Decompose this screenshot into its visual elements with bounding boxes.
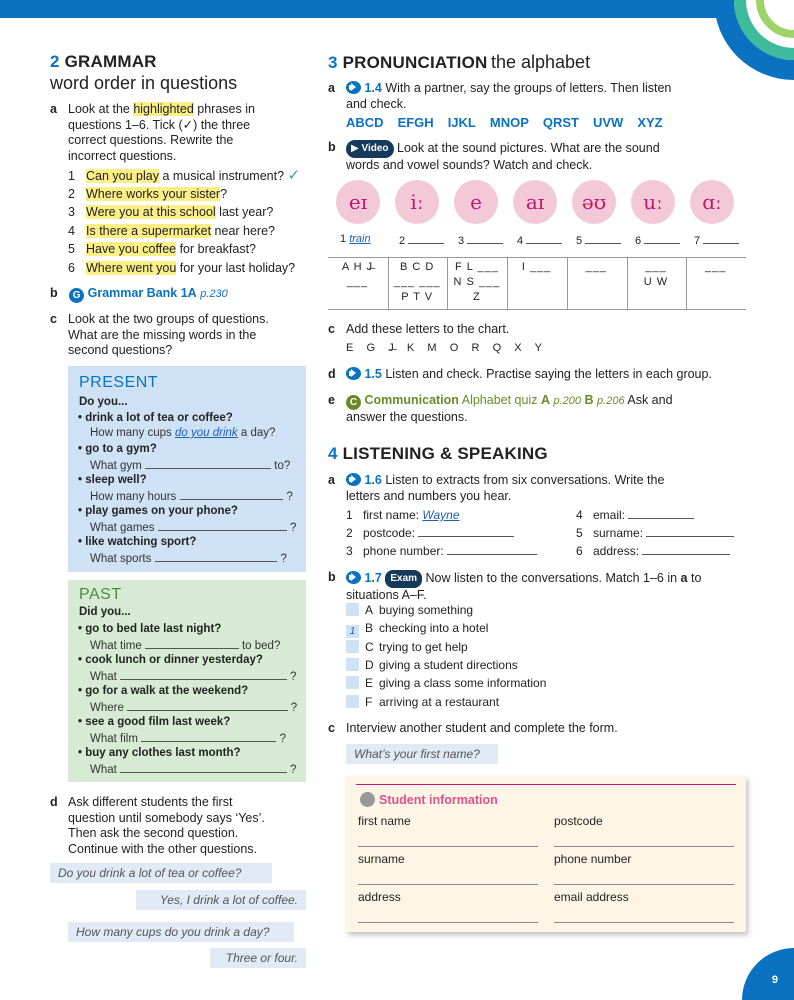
- question-item: 6 Where went you for your last holiday?: [68, 261, 296, 275]
- situation-item: E giving a class some information: [346, 676, 546, 690]
- sound-picture: ɑː: [690, 180, 734, 224]
- sound-word: 4: [517, 233, 562, 247]
- grammar-b: b G Grammar Bank 1A p.230: [50, 286, 228, 301]
- sound-word: 1 train: [340, 233, 371, 245]
- pronunciation-a: a 1.4 With a partner, say the groups of letters. Then listen and check.: [328, 81, 672, 111]
- chart-cell: N S ___: [453, 276, 501, 288]
- grammar-bank-icon: G: [69, 288, 84, 303]
- speech-bubble: What’s your first name?: [346, 744, 498, 764]
- pronunciation-c: c Add these letters to the chart. E G J̶ K M O R Q X Y: [328, 322, 543, 354]
- chart-cell: Z: [473, 291, 481, 303]
- audio-icon[interactable]: [346, 81, 361, 94]
- present-question: • go to a gym?: [78, 443, 157, 455]
- question-item: 1 Can you play a musical instrument? ✓: [68, 167, 301, 184]
- grammar-c: c Look at the two groups of questions. What are the missing words in the second questions?: [50, 312, 269, 357]
- speech-bubble: How many cups do you drink a day?: [68, 922, 294, 942]
- pronunciation-b: b ▶ Video Look at the sound pictures. What are the sound words and vowel sounds? Watch and check.: [328, 140, 660, 172]
- form-field-label: postcode: [554, 814, 603, 828]
- communication-icon: C: [346, 395, 361, 410]
- listening-b: b 1.7 Exam Now listen to the conversations. Match 1–6 in a to situations A–F.: [328, 570, 702, 602]
- section-number: 2: [50, 52, 60, 71]
- grammar-heading: [50, 52, 310, 94]
- past-question: • go to bed late last night?: [78, 623, 222, 635]
- listening-c: c Interview another student and complete the form.: [328, 721, 618, 735]
- form-field-label: email address: [554, 890, 629, 904]
- chart-cell: B C D: [400, 261, 435, 273]
- answer-box[interactable]: [346, 676, 359, 689]
- pronunciation-d: d 1.5 Listen and check. Practise saying the letters in each group.: [328, 367, 712, 381]
- chart-cell: ___: [705, 261, 727, 273]
- form-field-label: surname: [358, 852, 405, 866]
- past-question: • see a good film last week?: [78, 716, 231, 728]
- exam-badge: Exam: [385, 570, 422, 588]
- user-icon: [360, 792, 375, 807]
- chart-cell: ___: [585, 261, 607, 273]
- form-field-input[interactable]: [358, 846, 538, 847]
- chart-cell: ___: [645, 261, 667, 273]
- section-title: GRAMMAR: [64, 52, 157, 71]
- situation-item: F arriving at a restaurant: [346, 695, 499, 709]
- present-question: • drink a lot of tea or coffee?: [78, 412, 233, 424]
- sound-word: 6: [635, 233, 680, 247]
- pronunciation-heading: 3 PRONUNCIATION the alphabet: [328, 52, 591, 72]
- sound-picture: aɪ: [513, 180, 557, 224]
- chart-cell: ___ ___: [393, 276, 441, 288]
- form-title: Student information: [360, 792, 498, 807]
- past-question: • cook lunch or dinner yesterday?: [78, 654, 263, 666]
- letter-group: IJKL: [447, 115, 476, 130]
- letter-group: XYZ: [637, 115, 663, 130]
- grammar-bank-link[interactable]: Grammar Bank 1A: [87, 286, 197, 300]
- letter-groups: [346, 115, 746, 130]
- sound-picture: iː: [395, 180, 439, 224]
- dictation-field: 3 phone number:: [346, 544, 537, 558]
- present-answer: How many hours ?: [90, 491, 293, 503]
- present-box: PRESENT Do you... • drink a lot of tea or coffee? How many cups do you drink a day? • go to a gym? What gym to? • sleep well? How many hours ? • play games on your phone? What games ? • like watching sport? What sports ?: [68, 366, 306, 572]
- audio-icon[interactable]: [346, 367, 361, 380]
- question-item: 3 Were you at this school last year?: [68, 205, 274, 220]
- audio-icon[interactable]: [346, 571, 361, 584]
- form-field-input[interactable]: [554, 884, 734, 885]
- past-box: PAST Did you... • go to bed late last night? What time to bed? • cook lunch or dinner yesterday? What ? • go for a walk at the weekend? Where ? • see a good film last week? What film ? • buy any clothes last month? What ?: [68, 580, 306, 782]
- chart-bottom-rule: [328, 309, 746, 310]
- past-question: • go for a walk at the weekend?: [78, 685, 249, 697]
- answer-box[interactable]: [346, 695, 359, 708]
- question-item: 2 Where works your sister?: [68, 186, 228, 201]
- situation-item: D giving a student directions: [346, 658, 518, 672]
- dictation-field: 1 first name: Wayne: [346, 508, 460, 522]
- situation-item: C trying to get help: [346, 640, 468, 654]
- speech-bubble: Yes, I drink a lot of coffee.: [136, 890, 306, 910]
- situation-item: 1 B checking into a hotel: [346, 621, 488, 638]
- sound-picture: eɪ: [336, 180, 380, 224]
- dictation-field: 6 address:: [576, 544, 730, 558]
- form-field-input[interactable]: [358, 884, 538, 885]
- sound-picture: əʊ: [572, 180, 616, 224]
- listening-a: a 1.6 Listen to extracts from six conversations. Write the letters and numbers you hear.: [328, 473, 665, 503]
- present-answer: How many cups do you drink a day?: [90, 427, 276, 439]
- video-button[interactable]: ▶ Video: [346, 140, 394, 158]
- chart-top-rule: [328, 257, 746, 258]
- sound-picture: uː: [631, 180, 675, 224]
- letter-group: QRST: [542, 115, 579, 130]
- present-question: • like watching sport?: [78, 536, 197, 548]
- student-info-form: [346, 776, 746, 932]
- form-field-label: address: [358, 890, 401, 904]
- present-answer: What sports ?: [90, 553, 287, 565]
- present-answer: What gym to?: [90, 460, 291, 472]
- past-question: • buy any clothes last month?: [78, 747, 241, 759]
- speech-bubble: Do you drink a lot of tea or coffee?: [50, 863, 272, 883]
- corner-decoration: [700, 0, 794, 90]
- chart-cell: I ___: [521, 261, 552, 273]
- chart-cell: A H J̶: [341, 261, 374, 273]
- answer-box[interactable]: 1: [346, 625, 359, 638]
- sound-picture: e: [454, 180, 498, 224]
- chart-cell: U W: [643, 276, 669, 288]
- situation-item: A buying something: [346, 603, 473, 617]
- pronunciation-e: e C Communication Alphabet quiz A p.200 B p.206 Ask and answer the questions.: [328, 393, 673, 424]
- section-subtitle: word order in questions: [50, 73, 238, 93]
- sound-word: 2: [399, 233, 444, 247]
- chart-cell: P T V: [401, 291, 434, 303]
- chart-cell: F L ___: [454, 261, 499, 273]
- past-answer: What time to bed?: [90, 640, 281, 652]
- letter-group: EFGH: [397, 115, 434, 130]
- past-answer: What ?: [90, 764, 297, 776]
- chart-cell: ___: [346, 276, 369, 288]
- answer-box[interactable]: [346, 658, 359, 671]
- answer-box[interactable]: [346, 603, 359, 616]
- form-field-input[interactable]: [554, 922, 734, 923]
- present-title: PRESENT: [79, 374, 159, 391]
- listening-heading: 4 LISTENING & SPEAKING: [328, 444, 548, 463]
- question-item: 4 Is there a supermarket near here?: [68, 223, 275, 238]
- past-answer: What ?: [90, 671, 297, 683]
- sound-word: 3: [458, 233, 503, 247]
- past-answer: What film ?: [90, 733, 287, 745]
- letter-group: UVW: [592, 115, 624, 130]
- top-banner: [0, 0, 794, 18]
- present-answer: What games ?: [90, 522, 297, 534]
- page-number-tab: [742, 948, 794, 1000]
- form-field-label: first name: [358, 814, 411, 828]
- form-field-label: phone number: [554, 852, 632, 866]
- sound-word: 7: [694, 233, 739, 247]
- audio-icon[interactable]: [346, 473, 361, 486]
- present-question: • play games on your phone?: [78, 505, 238, 517]
- speech-bubble: Three or four.: [210, 948, 306, 968]
- letter-group: MNOP: [489, 115, 529, 130]
- dictation-field: 2 postcode:: [346, 526, 514, 540]
- dictation-field: 4 email:: [576, 508, 694, 522]
- past-title: PAST: [79, 586, 122, 603]
- tick-mark: ✓: [287, 167, 301, 184]
- sound-word: 5: [576, 233, 621, 247]
- page-number: 9: [771, 974, 778, 986]
- form-field-input[interactable]: [358, 922, 538, 923]
- letter-group: ABCD: [346, 115, 384, 130]
- grammar-d: d Ask different students the first question until somebody says ‘Yes’. Then ask the second question. Continue with the other questions.: [50, 795, 265, 856]
- present-question: • sleep well?: [78, 474, 147, 486]
- dictation-field: 5 surname:: [576, 526, 734, 540]
- grammar-a: a Look at the highlighted phrases in questions 1–6. Tick (✓) the three correct questions. Rewrite the incorrect questions.: [50, 102, 255, 163]
- answer-box[interactable]: [346, 640, 359, 653]
- past-answer: Where ?: [90, 702, 298, 714]
- question-item: 5 Have you coffee for breakfast?: [68, 242, 257, 257]
- form-field-input[interactable]: [554, 846, 734, 847]
